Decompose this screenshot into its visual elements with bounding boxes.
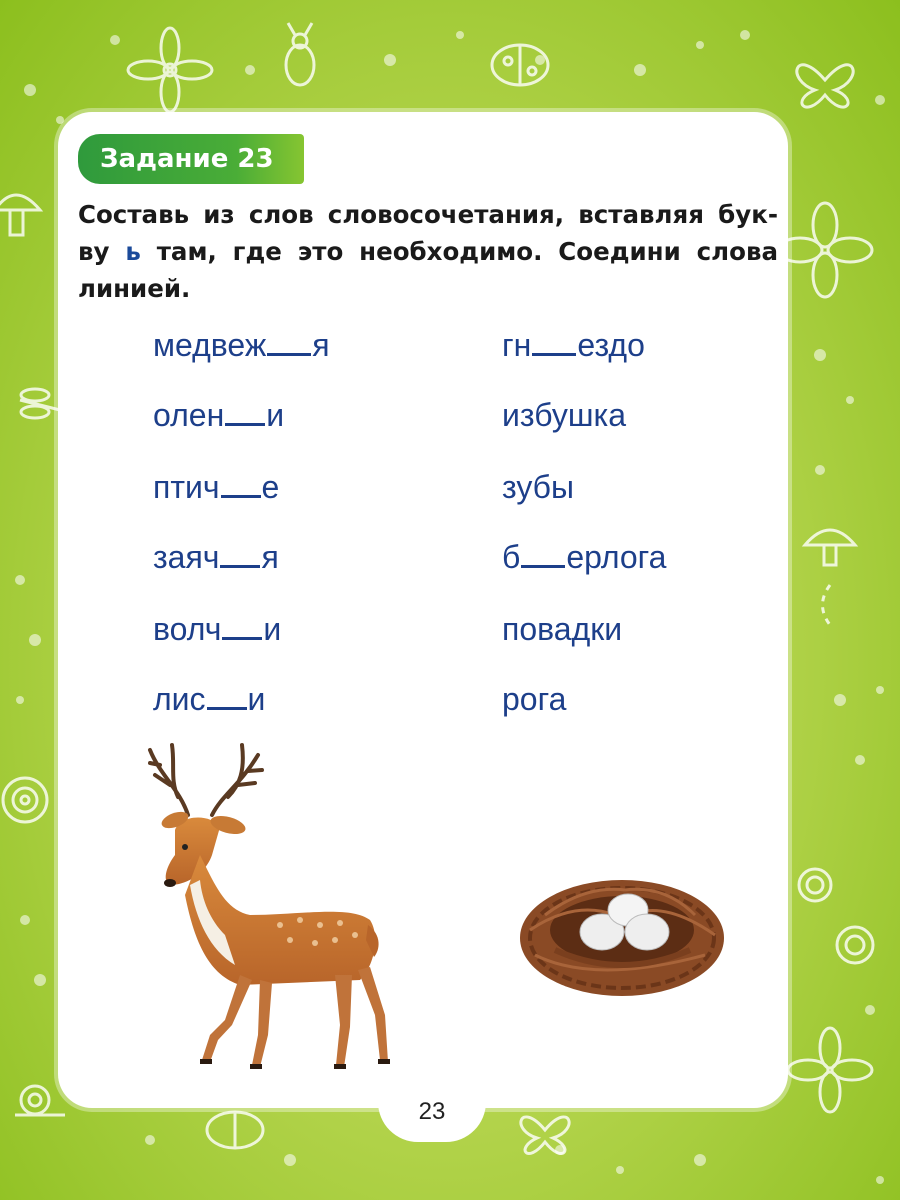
- letter-blank[interactable]: [222, 611, 262, 640]
- word-part-before: медвеж: [153, 327, 267, 363]
- word-text: рога: [502, 681, 567, 717]
- word-part-before: б: [502, 539, 521, 575]
- task-instructions: [78, 196, 778, 307]
- right-word-5: [502, 609, 622, 649]
- word-part-before: птич: [153, 469, 220, 505]
- word-part-after: и: [247, 681, 266, 717]
- word-part-before: гн: [502, 327, 532, 363]
- word-part-before: волч: [153, 611, 222, 647]
- left-word-3: [153, 467, 279, 507]
- instruction-line-1: Составь из слов словосочетания, вставляя бук-: [78, 200, 778, 229]
- letter-blank[interactable]: [220, 539, 260, 568]
- page-number: 23: [418, 1098, 446, 1125]
- instruction-line-2: [78, 233, 778, 270]
- right-word-4: [502, 537, 666, 577]
- word-part-after: ерлога: [566, 539, 667, 575]
- right-word-6: [502, 679, 566, 719]
- right-word-3: [502, 467, 574, 507]
- word-text: зубы: [502, 469, 574, 505]
- word-part-after: е: [261, 469, 280, 505]
- right-word-1: [502, 325, 645, 365]
- word-part-after: и: [266, 397, 285, 433]
- word-part-after: ездо: [577, 327, 645, 363]
- word-text: повадки: [502, 611, 623, 647]
- letter-blank[interactable]: [221, 469, 261, 498]
- right-word-2: [502, 395, 626, 435]
- letter-blank[interactable]: [225, 397, 265, 426]
- instruction-line-3: линией.: [78, 274, 191, 303]
- letter-blank[interactable]: [521, 539, 565, 568]
- word-part-before: заяч: [153, 539, 220, 575]
- instruction-line-2-end: там, где это необходимо. Соедини слова: [140, 237, 778, 266]
- task-badge: Задание 23: [78, 134, 304, 184]
- left-word-5: [153, 609, 281, 649]
- deer-illustration: [130, 735, 410, 1080]
- left-word-2: [153, 395, 284, 435]
- left-word-1: [153, 325, 330, 365]
- word-part-before: олен: [153, 397, 225, 433]
- word-part-after: и: [263, 611, 282, 647]
- word-part-after: я: [312, 327, 330, 363]
- word-part-after: я: [261, 539, 279, 575]
- word-text: избушка: [502, 397, 626, 433]
- nest-with-eggs-illustration: [515, 860, 730, 1000]
- letter-blank[interactable]: [532, 327, 576, 356]
- highlighted-letter: ь: [125, 237, 141, 266]
- left-word-6: [153, 679, 265, 719]
- letter-blank[interactable]: [267, 327, 311, 356]
- word-part-before: лис: [153, 681, 206, 717]
- letter-blank[interactable]: [207, 681, 247, 710]
- left-word-4: [153, 537, 279, 577]
- instruction-line-2-start: ву: [78, 237, 126, 266]
